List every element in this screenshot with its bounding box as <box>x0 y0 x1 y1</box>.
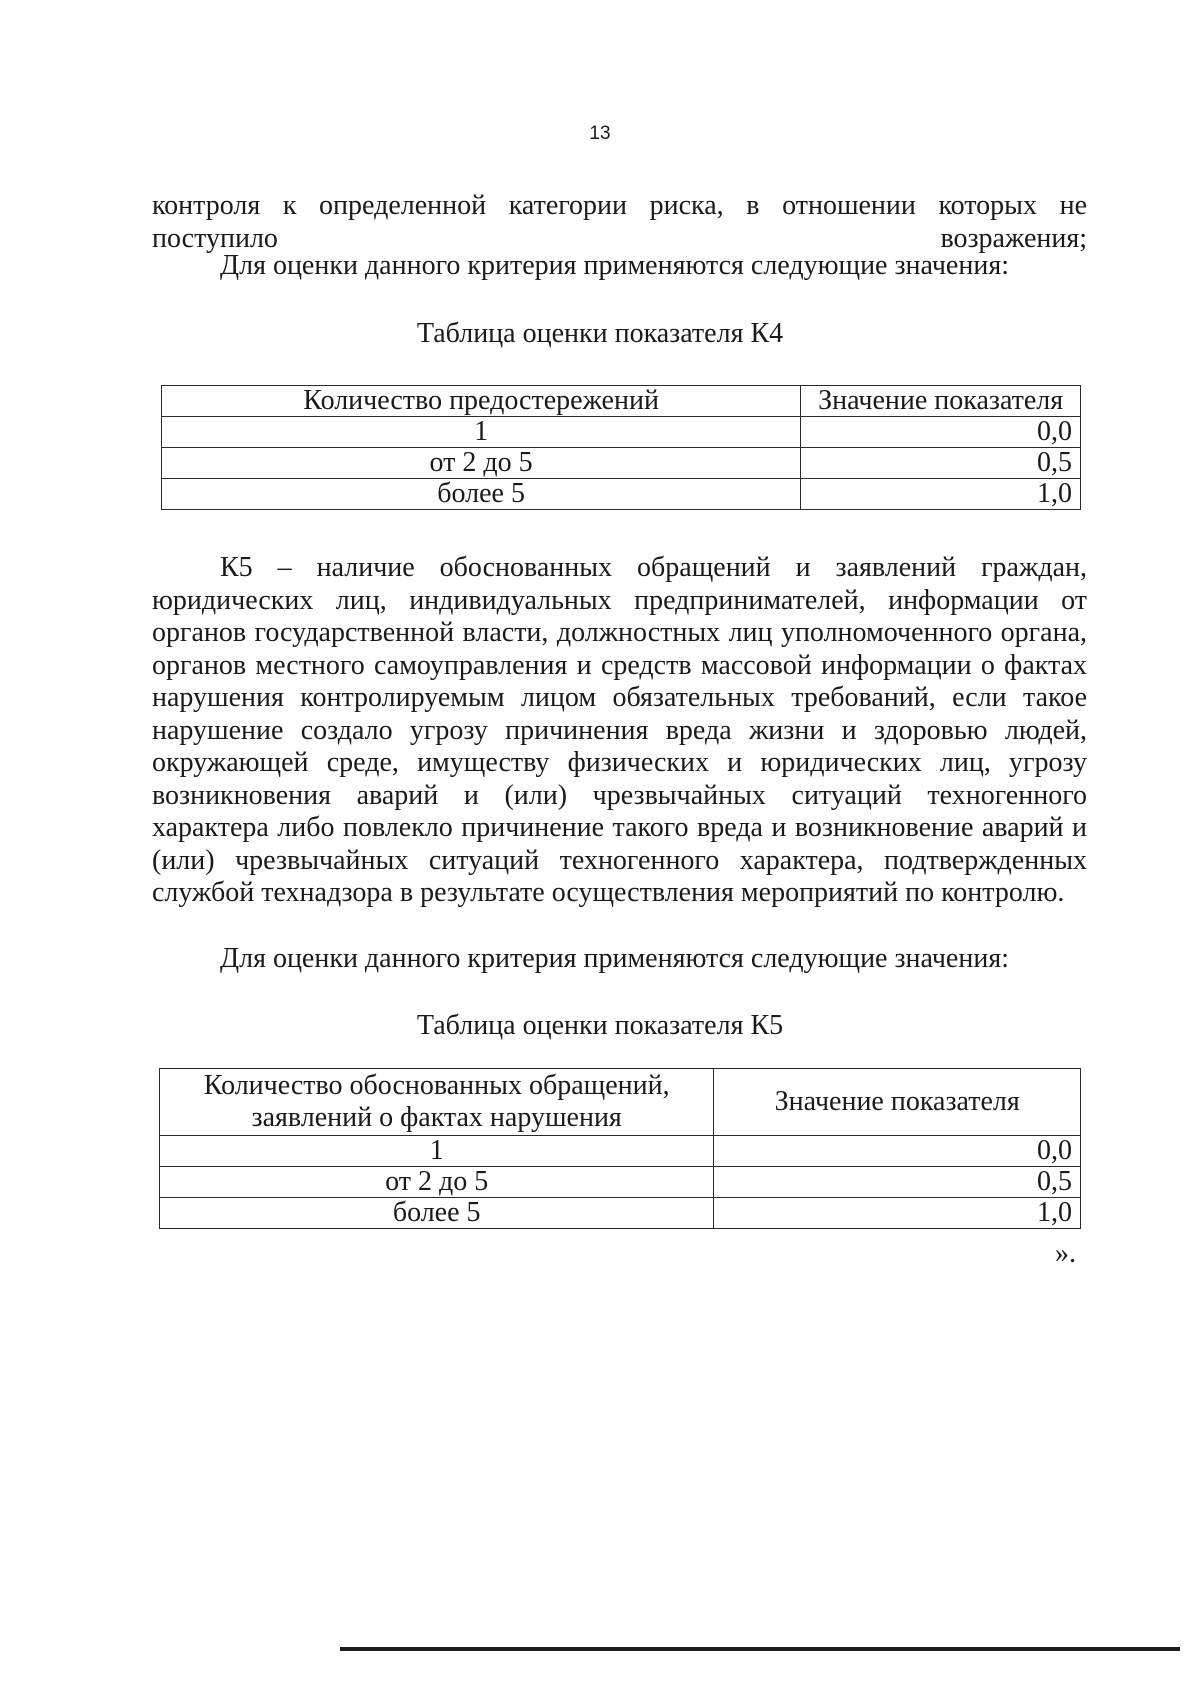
table-row <box>160 1198 1081 1229</box>
k5-col1-header <box>160 1069 714 1136</box>
k5-table-caption: Таблица оценки показателя К5 <box>416 1010 784 1041</box>
k4-header-row <box>162 386 1081 417</box>
page-number: 13 <box>589 123 611 144</box>
table-row <box>160 1167 1081 1198</box>
k4-col1-header: Количество предостережений <box>162 386 801 417</box>
scan-edge-line <box>340 1647 1180 1651</box>
k5-definition-paragraph <box>152 552 1087 910</box>
k5-count-cell: 1 <box>160 1136 714 1167</box>
k5-col1-header-line2: заявлений о фактах нарушения <box>251 1102 622 1133</box>
table-row <box>162 479 1081 510</box>
k4-count-cell: более 5 <box>162 479 801 510</box>
k5-value-cell: 1,0 <box>714 1198 1081 1229</box>
intro-paragraph-text: контроля к определенной категории риска, в отношении которых не поступило возражения; <box>152 190 1087 254</box>
k5-definition-text: К5 – наличие обоснованных обращений и заявлений граждан, юридических лиц, индивидуальных предпринимателей, информации от органов государственной власти, должностных лиц уполномоченного органа, органов местного самоуправления и средств массовой информации о фактах нарушения контролируемым лицом обязательных требований, если такое нарушение создало угрозу причинения вреда жизни и здоровью людей, окружающей среде, имуществу физических и юридических лиц, угрозу возникновения аварий и (или) чрезвычайных ситуаций техногенного характера либо повлекло причинение такого вреда и возникновение аварий и (или) чрезвычайных ситуаций техногенного характера, подтвержденных службой технадзора в результате осуществления мероприятий по контролю. <box>152 552 1087 908</box>
k5-col2-header: Значение показателя <box>714 1069 1081 1136</box>
k4-value-cell: 0,5 <box>801 448 1081 479</box>
k5-header-row <box>160 1069 1081 1136</box>
k4-table-caption: Таблица оценки показателя К4 <box>416 318 784 349</box>
k5-value-cell: 0,0 <box>714 1136 1081 1167</box>
k5-lead-text: Для оценки данного критерия применяются следующие значения: <box>220 943 1009 974</box>
table-row <box>160 1136 1081 1167</box>
k4-value-cell: 0,0 <box>801 417 1081 448</box>
closing-quote-mark: ». <box>1055 1238 1076 1269</box>
k4-lead-text: Для оценки данного критерия применяются следующие значения: <box>220 250 1009 281</box>
k5-col1-header-line1: Количество обоснованных обращений, <box>203 1070 670 1101</box>
k4-count-cell: 1 <box>162 417 801 448</box>
k5-count-cell: более 5 <box>160 1198 714 1229</box>
k4-col2-header: Значение показателя <box>801 386 1081 417</box>
table-row <box>162 448 1081 479</box>
k4-count-cell: от 2 до 5 <box>162 448 801 479</box>
intro-paragraph <box>152 190 1087 255</box>
table-row <box>162 417 1081 448</box>
k5-value-cell: 0,5 <box>714 1167 1081 1198</box>
k4-value-cell: 1,0 <box>801 479 1081 510</box>
k5-count-cell: от 2 до 5 <box>160 1167 714 1198</box>
k5-score-table <box>159 1068 1081 1229</box>
k4-score-table <box>161 385 1081 510</box>
k5-lead-paragraph <box>152 943 1087 976</box>
k4-lead-paragraph <box>152 250 1087 283</box>
